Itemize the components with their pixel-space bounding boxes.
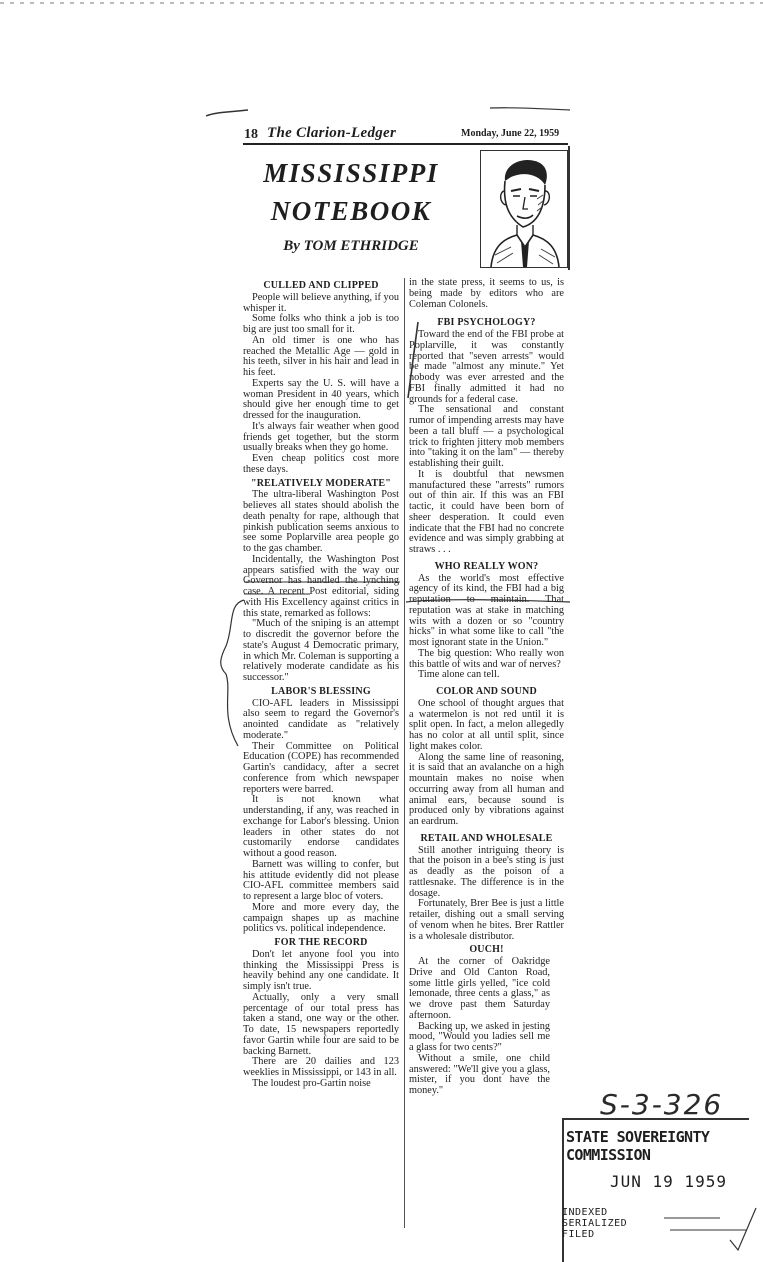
paragraph: Barnett was willing to confer, but his attitude evidently did not please CIO-AFL committee members said to represent a large bloc of voters. [243,858,399,902]
paragraph: People will believe anything, if you whisper it. [243,291,399,314]
margin-bracket-mark [214,596,254,756]
file-number-handwritten: S-3-326 [600,1088,724,1121]
paragraph: At the corner of Oakridge Drive and Old Canton Road, some little girls yelled, "ice cold lemonade, three cents a glass," as we drove past them Saturday afternoon. [409,956,550,1021]
stamp-agency: STATE SOVEREIGNTY COMMISSION [566,1128,710,1164]
paragraph: The ultra-liberal Washington Post believes all states should abolish the death penalty for rape, although that pinkish publication seems anxious to see some Poplarville area people go to the gas chamber. [243,489,399,554]
paragraph: Incidentally, the Washington Post appears satisfied with the way our Governor has handled the lynching case. A recent Post editorial, siding with His Excellency against critics in this state, remarked as follows: [243,553,399,619]
paragraph: Actually, only a very small percentage of our total press has taken a stand, one way or the other. To date, 15 newspapers reportedly favor Gartin while four are said to be backing Barnett. [243,991,399,1057]
paragraph: Without a smile, one child answered: "We'll give you a glass, mister, if you dont have the money." [409,1052,550,1096]
stamp-checkmarks [660,1200,760,1258]
paragraph: Even cheap politics cost more these days. [243,453,399,475]
subhead-culled-and-clipped: CULLED AND CLIPPED [263,280,379,291]
subhead-who-really-won: WHO REALLY WON? [434,560,539,572]
subhead-fbi-psychology: FBI PSYCHOLOGY? [437,317,536,329]
paragraph: The big question: Who really won this battle of wits and war of nerves? [409,647,564,670]
subhead-retail-and-wholesale: RETAIL AND WHOLESALE [420,832,553,844]
paragraph: An old timer is one who has reached the Metallic Age — gold in his teeth, silver in his hair and lead in his feet. [243,334,399,378]
stamp-date: JUN 19 1959 [610,1172,727,1191]
article-column-right [409,278,564,1097]
masthead-rule [243,143,568,145]
pen-marks-top [200,100,580,124]
paragraph: Time alone can tell. [418,669,500,681]
paragraph: Their Committee on Political Education (COPE) has recommended Gartin's candidacy, after a secret conference from which newspaper reporters were barred. [243,740,399,795]
subhead-ouch: OUCH! [469,944,504,956]
paragraph: As the world's most effective agency of its kind, the FBI had a big reputation to maintain. That reputation was at stake in matching wits with a dozen or so "country hicks" in what some like to call "the most ignorant state in the Union." [409,572,564,648]
article-column-left [243,278,399,1090]
paragraph: It is doubtful that newsmen manufactured these "arrests" rumors out of thin air. If this was an FBI tactic, it could have been born of sheer desperation. It could even indicate that the FBI had no concrete evidence and was simply grabbing at straws . . . [409,468,564,555]
dateline: Monday, June 22, 1959 [461,128,560,139]
top-edge-dashes [0,0,763,8]
paragraph: One school of thought argues that a watermelon is not red until it is split open. In fact, a melon allegedly has no color at all until split, since light makes color. [409,697,564,752]
subhead-labors-blessing: LABOR'S BLESSING [271,685,371,697]
paragraph: Toward the end of the FBI probe at Poplarville, it was constantly reported that "seven arrests" would be made "almost any minute." Yet nobody was ever arrested and the FBI finally admitted it had no grounds for a federal case. [409,329,564,405]
paragraph: Still another intriguing theory is that the poison in a bee's sting is just as deadly as the poison of a rattlesnake. The difference is in the dosage. [409,844,564,899]
column-title-line2: NOTEBOOK [270,196,432,226]
section-underline-mark [404,592,574,614]
subhead-color-and-sound: COLOR AND SOUND [436,686,537,697]
subhead-relatively-moderate: "RELATIVELY MODERATE" [250,477,392,489]
paragraph: CIO-AFL leaders in Mississippi also seem to regard the Governor's anointed candidate as "relatively moderate." [243,697,399,741]
stamp-indexed: INDEXED [562,1207,608,1218]
paragraph: Don't let anyone fool you into thinking the Mississippi Press is heavily behind any one candidate. It simply isn't true. [243,948,399,992]
paragraph: Some folks who think a job is too big are just too small for it. [243,313,399,335]
portrait-sketch-icon [481,151,567,267]
paragraph: in the state press, it seems to us, is being made by editors who are Coleman Colonels. [409,277,564,310]
paragraph: Backing up, we asked in jesting mood, "Would you ladies sell me a glass for two cents?" [409,1020,550,1053]
paragraph: Along the same line of reasoning, it is said that an avalanche on a high mountain makes no noise when occurring away from all human and animal ears, because sound is produced only by vibrations against an eardrum. [409,751,564,827]
author-portrait [480,150,568,268]
stamp-serialized: SERIALIZED [562,1218,628,1229]
column-separator [404,278,405,1228]
paragraph: "Much of the sniping is an attempt to discredit the governor before the state's August 4 Democratic primary, in which Mr. Coleman is supporting a relatively moderate candidate as his successor." [243,618,399,683]
newspaper-name: The Clarion-Ledger [267,125,397,141]
paragraph: Experts say the U. S. will have a woman President in 40 years, which should give her enough time to get dressed for the inauguration. [243,377,399,421]
paragraph: The loudest pro-Gartin noise [252,1077,371,1089]
paragraph: The sensational and constant rumor of impending arrests may have been a tall bluff — a psychological trick to frighten jittery mob members into "taking it on the lam" — thereby establishing their guilt. [409,404,564,469]
paragraph: Fortunately, Brer Bee is just a little retailer, dishing out a small serving of venom when he bites. Brer Rattler is a wholesale distributor. [409,898,564,942]
page-number: 18 [244,127,258,142]
paragraph: More and more every day, the campaign shapes up as machine politics vs. political independence. [243,901,399,935]
subhead-for-the-record: FOR THE RECORD [274,937,368,948]
paragraph: It's always fair weather when good friends get together, but the storm usually breaks when they go home. [243,420,399,454]
paragraph: It is not known what understanding, if any, was reached in exchange for Labor's blessing. Union leaders in other states do not customarily endorse candidates without a good reason. [243,794,399,859]
text-underline-mark [240,578,410,598]
stamp-filed: FILED [562,1229,595,1240]
paragraph: There are 20 dailies and 123 weeklies in Mississippi, or 143 in all. [243,1056,399,1078]
byline: By TOM ETHRIDGE [283,238,419,254]
column-title-line1: MISSISSIPPI [263,158,439,188]
margin-check-mark [404,318,424,408]
